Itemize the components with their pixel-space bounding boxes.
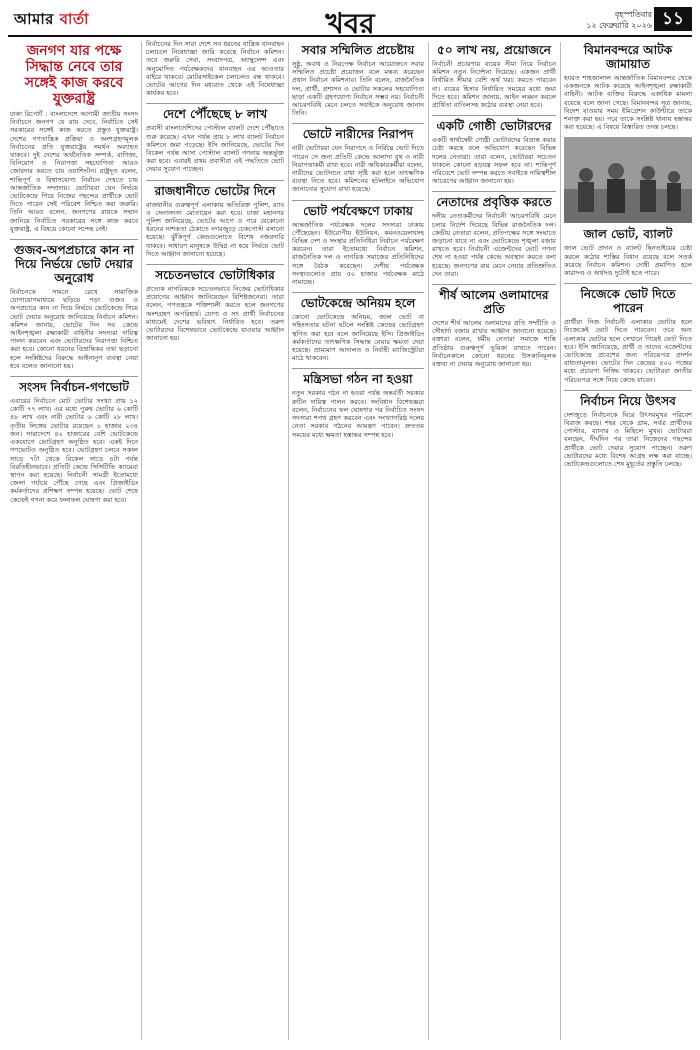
story-headline: সংসদ নির্বাচন-গণভোট <box>19 380 129 395</box>
story-body: জাল ভোট প্রদান ও ব্যালট ছিনতাইয়ের চেষ্টা করলে কঠোর শাস্তির বিধান রয়েছে বলে সতর্ক করেছে নির্বাচন কমিশন। দোষী প্রমাণিত হলে কারাদণ্ড ও অর্থদণ্ড দুটোই হতে পারে। <box>564 244 692 278</box>
story-headline: দেশে পৌঁছেছে ৮ লাখ <box>162 107 268 122</box>
story-airport-arrest <box>564 43 692 131</box>
story-capital-vote-day <box>146 184 284 258</box>
story-observers <box>292 204 424 287</box>
divider <box>10 239 138 240</box>
story-headline: মন্ত্রিসভা গঠন না হওয়া <box>303 372 413 387</box>
story-headline: ভোটকেন্দ্রে অনিয়ম হলে <box>300 296 416 311</box>
divider <box>292 292 424 293</box>
story-irregularities <box>292 296 424 362</box>
story-body: দেশজুড়ে নির্বাচনকে ঘিরে উৎসবমুখর পরিবেশ বিরাজ করছে। শহর থেকে গ্রাম, সর্বত্র প্রার্থীদের পোস্টার, ব্যানার ও মিছিলে মুখর। ভোটাররা বলছেন, দীর্ঘদিন পর তারা নিজেদের পছন্দের প্রার্থীকে ভোট দেয়ার সুযোগ পাচ্ছেন। তরুণ ভোটারদের মধ্যে বিশেষ আগ্রহ লক্ষ করা যাচ্ছে। ভোটকেন্দ্রগুলোতে শেষ মুহূর্তের প্রস্তুতি চলছে। <box>564 410 692 469</box>
story-headline: ভোট পর্যবেক্ষণে ঢাকায় <box>303 203 413 218</box>
story-body: কোনো ভোটকেন্দ্রে অনিয়ম, জাল ভোট বা সহিংসতার ঘটনা ঘটলে সংশ্লিষ্ট কেন্দ্রের ভোটগ্রহণ স্থগিত করা হবে বলে জানিয়েছে ইসি। প্রিজাইডিং কর্মকর্তাদের তাৎক্ষণিক সিদ্ধান্ত নেয়ার ক্ষমতা দেয়া হয়েছে। ভ্রাম্যমাণ আদালত ও নির্বাহী ম্যাজিস্ট্রেটরা মাঠে থাকবেন। <box>292 313 424 363</box>
story-body: নির্বাচনী প্রচারণায় ব্যয়ের সীমা নিয়ে নির্বাচন কমিশন নতুন নির্দেশনা দিয়েছে। একজন প্রার্থী নির্ধারিত সীমার বেশি অর্থ খরচ করতে পারবেন না। ব্যয়ের হিসাব নির্ধারিত সময়ের মধ্যে জমা দিতে হবে। কমিশন জানায়, আইন লঙ্ঘন করলে প্রার্থিতা বাতিলসহ কঠোর ব্যবস্থা নেয়া হবে। <box>432 60 556 110</box>
story-headline: গুজব-অপপ্রচারে কান না দিয়ে নির্ভয়ে ভোট দেয়ার অনুরোধ <box>14 243 134 286</box>
column-4 <box>432 40 556 1042</box>
story-headline: রাজধানীতে ভোটের দিনে <box>154 183 276 198</box>
divider <box>146 180 284 181</box>
story-headline: সবার সম্মিলিত প্রচেষ্টায় <box>301 43 415 57</box>
column-1 <box>10 40 138 1042</box>
story-women-voters <box>292 127 424 193</box>
story-body: দেশের শীর্ষ আলেম ওলামাদের প্রতি সম্প্রীতি ও সৌহার্দ্য বজায় রাখার আহ্বান জানানো হয়েছে। বক্তারা বলেন, ধর্মীয় নেতারা সমাজে শান্তি প্রতিষ্ঠায় গুরুত্বপূর্ণ ভূমিকা রাখতে পারেন। নির্বাচনকালে কোনো ধরনের উসকানিমূলক বক্তব্য না দেয়ার অনুরোধ জানানো হয়। <box>432 319 556 369</box>
photo-crowd-graphic <box>564 137 692 223</box>
divider <box>146 103 284 104</box>
story-body: ঢাকা রিপোর্ট : বাংলাদেশে আগামী জাতীয় সংসদ নির্বাচনে জনগণ যে রায় দেবে, নির্বাচিত সেই সরকারের সঙ্গেই কাজ করতে প্রস্তুত যুক্তরাষ্ট্র। দেশের গণতান্ত্রিক প্রক্রিয়া ও অংশগ্রহণমূলক নির্বাচনের প্রতি যুক্তরাষ্ট্রের সমর্থন অব্যাহত থাকবে। দুই দেশের অর্থনৈতিক সম্পর্ক, বাণিজ্য, বিনিয়োগ ও নিরাপত্তা সহযোগিতা আরও জোরদার করতে চায় ওয়াশিংটন। রাষ্ট্রদূত বলেন, শান্তিপূর্ণ ও বিশ্বাসযোগ্য নির্বাচন দেখতে চায় আন্তর্জাতিক সম্প্রদায়। ভোটাররা যেন নির্ভয়ে ভোটকেন্দ্রে গিয়ে নিজের পছন্দের প্রার্থীকে ভোট দিতে পারেন সেই পরিবেশ নিশ্চিত করা জরুরি। তিনি আরও বলেন, জনগণের রায়কে সম্মান জানিয়ে নির্বাচিত সরকারের সঙ্গে কাজ করবে যুক্তরাষ্ট্র, এ বিষয়ে কোনো সন্দেহ নেই। <box>10 110 138 233</box>
story-spending-limit <box>432 43 556 109</box>
divider <box>292 200 424 201</box>
story-leaders <box>432 195 556 278</box>
story-body: আন্তর্জাতিক পর্যবেক্ষক দলের সদস্যরা ঢাকায় পৌঁছেছেন। ইউরোপীয় ইউনিয়ন, কমনওয়েলথসহ বিভিন্ন দেশ ও সংস্থার প্রতিনিধিরা নির্বাচন পর্যবেক্ষণ করবেন। তারা ইতোমধ্যে নির্বাচন কমিশন, রাজনৈতিক দল ও নাগরিক সমাজের প্রতিনিধিদের সঙ্গে বৈঠক করেছেন। দেশীয় পর্যবেক্ষক সংস্থাগুলোও প্রায় ৫০ হাজার পর্যবেক্ষক মাঠে নামাচ্ছে। <box>292 220 424 287</box>
story-body: প্রত্যেক নাগরিককে সচেতনভাবে নিজের ভোটাধিকার প্রয়োগের আহ্বান জানিয়েছেন বিশিষ্টজনেরা। তারা বলেন, গণতন্ত্রকে শক্তিশালী করতে হলে জনগণের অংশগ্রহণ অপরিহার্য। যোগ্য ও সৎ প্রার্থী নির্বাচনের মাধ্যমেই দেশের ভবিষ্যৎ নির্ধারিত হবে। তরুণ ভোটারদের বিশেষভাবে ভোটকেন্দ্রে যাওয়ার আহ্বান জানানো হয়। <box>146 285 284 343</box>
divider <box>10 376 138 377</box>
divider <box>146 264 284 265</box>
logo-part-one: আমার <box>14 10 54 28</box>
column-2 <box>146 40 284 1042</box>
story-conscious-voting <box>146 268 284 342</box>
story-clerics <box>432 288 556 368</box>
story-body: হযরত শাহজালাল আন্তর্জাতিক বিমানবন্দর থেকে একজনকে আটক করেছে আইনশৃঙ্খলা রক্ষাকারী বাহিনী। আটক ব্যক্তির বিরুদ্ধে একাধিক মামলা রয়েছে বলে জানা গেছে। বিমানবন্দর সূত্র জানায়, বিদেশ যাওয়ার সময় ইমিগ্রেশন কাউন্টারে তাকে শনাক্ত করা হয়। পরে তাকে সংশ্লিষ্ট থানায় হস্তান্তর করা হয়েছে। এ বিষয়ে বিস্তারিত তদন্ত চলছে। <box>564 74 692 132</box>
story-body: প্রবাসী বাংলাদেশিদের পোস্টাল ব্যালট দেশে পৌঁছাতে শুরু করেছে। এখন পর্যন্ত প্রায় ৮ লাখ ব্যালট নির্বাচন কমিশনে জমা পড়েছে। ইসি জানিয়েছে, ভোটের দিন বিকেল পর্যন্ত আসা পোস্টাল ব্যালট গণনায় অন্তর্ভুক্ত করা হবে। এবারই প্রথম প্রবাসীরা এই পদ্ধতিতে ভোট দেয়ার সুযোগ পাচ্ছেন। <box>146 124 284 174</box>
page-number: ১১ <box>654 7 692 31</box>
story-voter-group <box>432 119 556 185</box>
story-headline: জনগণ যার পক্ষে সিদ্ধান্ত নেবে তার সঙ্গেই কাজ করবে যুক্তরাষ্ট্র <box>24 43 124 107</box>
divider <box>292 123 424 124</box>
story-collective-effort <box>292 43 424 117</box>
logo-part-two: বার্তা <box>59 10 89 28</box>
story-body: নির্বাচনকে সামনে রেখে সামাজিক যোগাযোগমাধ্যমে ছড়িয়ে পড়া গুজব ও অপপ্রচারে কান না দিয়ে নির্ভয়ে ভোটকেন্দ্রে গিয়ে ভোট দেয়ার অনুরোধ জানিয়েছে নির্বাচন কমিশন। কমিশন জানায়, ভোটের দিন সব কেন্দ্রে আইনশৃঙ্খলা রক্ষাকারী বাহিনীর সদস্যরা দায়িত্ব পালন করবেন এবং ভোটারদের নিরাপত্তা নিশ্চিত করা হবে। কোনো ধরনের বিভ্রান্তিকর তথ্য ছড়ানো হলে সংশ্লিষ্টদের বিরুদ্ধে আইনানুগ ব্যবস্থা নেয়া হবে বলেও জানানো হয়। <box>10 288 138 370</box>
column-divider <box>560 42 561 1040</box>
date-label: ১২ ফেব্রুয়ারি ২০২৬ <box>586 21 652 30</box>
divider <box>564 283 692 284</box>
column-5 <box>564 40 692 1042</box>
story-headline: নেতাদের প্রবৃত্তিক করতে <box>436 195 552 210</box>
section-title: খবর <box>325 7 375 40</box>
column-3 <box>292 40 424 1042</box>
story-body: প্রার্থীরা নিজ নির্বাচনী এলাকার ভোটার হলে নিজেকেই ভোট দিতে পারবেন। তবে অন্য এলাকার ভোটার হলে সেখানে গিয়েই ভোট দিতে হবে। ইসি জানিয়েছে, প্রার্থী ও তাদের এজেন্টদের ভোটকেন্দ্রে প্রবেশের জন্য পরিচয়পত্র প্রদর্শন বাধ্যতামূলক। ভোটের দিন কেন্দ্রের ৪০০ গজের মধ্যে প্রচারণা নিষিদ্ধ থাকবে। ভোটাররা জাতীয় পরিচয়পত্র সঙ্গে নিয়ে কেন্দ্রে যাবেন। <box>564 318 692 384</box>
story-headline: নিজেকে ভোট দিতে পারেন <box>580 287 676 316</box>
story-self-vote <box>564 287 692 384</box>
date-block <box>586 9 652 31</box>
story-fake-votes <box>564 227 692 277</box>
story-election-referendum <box>10 380 138 504</box>
story-headline: শীর্ষ আলেম ওলামাদের প্রতি <box>439 288 549 317</box>
story-festival <box>564 394 692 468</box>
story-headline: ভোটে নারীদের নিরাপদ <box>302 127 414 142</box>
masthead-rule <box>8 35 692 37</box>
story-body: নতুন সরকার গঠন না হওয়া পর্যন্ত অন্তর্বর্তী সরকার রুটিন দায়িত্ব পালন করবে। সংবিধান বিশেষজ্ঞরা বলেন, নির্বাচনের ফল ঘোষণার পর নির্বাচিত সংসদ সদস্যরা শপথ গ্রহণ করবেন এবং সংখ্যাগরিষ্ঠ দলের নেতা সরকার গঠনের আমন্ত্রণ পাবেন। দ্রুততম সময়ের মধ্যে ক্ষমতা হস্তান্তর সম্পন্ন হবে। <box>292 389 424 439</box>
divider <box>292 368 424 369</box>
story-headline: সচেতনভাবে ভোটাধিকার <box>155 268 275 283</box>
news-photo <box>564 137 692 223</box>
story-body: নির্বাচনের দিন সারা দেশে সব ধরনের যান্ত্রিক যানবাহন চলাচলে নিষেধাজ্ঞা জারি করেছে নির্বাচন কমিশন। তবে জরুরি সেবা, সংবাদপত্র, অ্যাম্বুলেন্স এবং অনুমোদিত পর্যবেক্ষকদের যানবাহন এর আওতার বাইরে থাকবে। মোটরসাইকেল চলাচলও বন্ধ থাকবে। ভোটের আগের দিন মধ্যরাত থেকে এই নিষেধাজ্ঞা কার্যকর হবে। <box>146 40 284 98</box>
divider <box>432 284 556 285</box>
story-body: সুষ্ঠু, অবাধ ও নিরপেক্ষ নির্বাচন আয়োজনে সবার সম্মিলিত প্রচেষ্টা প্রয়োজন বলে মন্তব্য করেছেন প্রধান নির্বাচন কমিশনার। তিনি বলেন, রাজনৈতিক দল, প্রার্থী, প্রশাসন ও ভোটার সকলের সহযোগিতা ছাড়া একটি গ্রহণযোগ্য নির্বাচন সম্ভব নয়। নির্বাচনী আচরণবিধি মেনে চলতে সবাইকে অনুরোধ জানান তিনি। <box>292 60 424 118</box>
story-body: দলীয় নেতাকর্মীদের নির্বাচনী আচরণবিধি মেনে চলার নির্দেশ দিয়েছে বিভিন্ন রাজনৈতিক দল। কেন্দ্রীয় নেতারা বলেন, প্রতিপক্ষের সঙ্গে সংঘাতে জড়ানো যাবে না এবং ভোটকেন্দ্রে শৃঙ্খলা বজায় রাখতে হবে। নির্বাচনী এজেন্টদের ভোট গণনা শেষ না হওয়া পর্যন্ত কেন্দ্রে অবস্থান করতে বলা হয়েছে। জনগণের রায় মেনে নেয়ার প্রতিশ্রুতিও দেন তারা। <box>432 212 556 278</box>
divider <box>564 390 692 391</box>
column-divider <box>288 42 289 1040</box>
story-headline: একটি গোষ্ঠী ভোটারদের <box>436 119 552 134</box>
story-postal-ballots <box>146 107 284 173</box>
story-headline: জাল ভোট, ব্যালট <box>583 227 673 242</box>
story-body: রাজধানীর গুরুত্বপূর্ণ এলাকায় অতিরিক্ত পুলিশ, র‍্যাব ও সেনাসদস্য মোতায়েন করা হবে। ঢাকা মহানগর পুলিশ জানিয়েছে, ভোটের আগে ও পরে যেকোনো ধরনের নাশকতা ঠেকাতে নগরজুড়ে চেকপোস্ট বসানো হয়েছে। ঝুঁকিপূর্ণ কেন্দ্রগুলোতে বিশেষ নজরদারি থাকবে। সাধারণ মানুষকে উদ্বিগ্ন না হয়ে নির্ভয়ে ভোট দিতে আহ্বান জানানো হয়েছে। <box>146 200 284 258</box>
story-us-cooperation <box>10 43 138 233</box>
story-body: একটি স্বার্থান্বেষী গোষ্ঠী ভোটারদের বিভ্রান্ত করার চেষ্টা করছে বলে অভিযোগ করেছেন বিভিন্ন দলের নেতারা। তারা বলেন, ভোটাররা সচেতন থাকলে কোনো ষড়যন্ত্র সফল হবে না। শান্তিপূর্ণ পরিবেশে ভোট সম্পন্ন করতে সবাইকে দায়িত্বশীল আচরণের আহ্বান জানানো হয়। <box>432 136 556 186</box>
divider <box>432 115 556 116</box>
story-transport-ban <box>146 40 284 97</box>
day-label: বৃহস্পতিবার <box>614 10 652 19</box>
story-cabinet <box>292 372 424 438</box>
column-divider <box>428 42 429 1040</box>
story-rumour-appeal <box>10 243 138 370</box>
story-body: এবারের নির্বাচনে মোট ভোটার সংখ্যা প্রায় ১২ কোটি ৭৭ লাখ। এর মধ্যে পুরুষ ভোটার ৬ কোটি ৪৮ লাখ এবং নারী ভোটার ৬ কোটি ২৮ লাখ। তৃতীয় লিঙ্গের ভোটার রয়েছেন ১ হাজার ২৩৪ জন। সারাদেশে ৪২ হাজারের বেশি ভোটকেন্দ্রে একযোগে ভোটগ্রহণ অনুষ্ঠিত হবে। একই দিনে গণভোটও অনুষ্ঠিত হবে। ভোটগ্রহণ চলবে সকাল সাড়ে ৭টা থেকে বিকেল সাড়ে ৪টা পর্যন্ত বিরতিহীনভাবে। প্রতিটি কেন্দ্রে সিসিটিভি ক্যামেরা স্থাপন করা হয়েছে। নির্বাচনী সামগ্রী ইতোমধ্যে জেলা পর্যায়ে পৌঁছে গেছে এবং প্রিজাইডিং কর্মকর্তাদের প্রশিক্ষণ সম্পন্ন হয়েছে। ভোট শেষে কেন্দ্রেই গণনা করে ফলাফল ঘোষণা করা হবে। <box>10 397 138 504</box>
story-headline: বিমানবন্দরে আটক জামায়াত <box>583 43 673 71</box>
story-headline: নির্বাচন নিয়ে উৎসব <box>580 393 676 408</box>
story-body: নারী ভোটাররা যেন নিরাপদে ও নির্বিঘ্নে ভোট দিতে পারেন সে জন্য প্রতিটি কেন্দ্রে আলাদা বুথ ও নারী নিরাপত্তাকর্মী রাখা হবে। নারী অধিকারকর্মীরা বলেন, নারীদের ভোটদানে বাধা সৃষ্টি করা হলে তাৎক্ষণিক ব্যবস্থা নিতে হবে। কমিশনের হটলাইনে অভিযোগ জানানোর সুযোগ রাখা হয়েছে। <box>292 144 424 194</box>
divider <box>432 191 556 192</box>
column-divider <box>141 42 142 1040</box>
story-headline: ৫০ লাখ নয়, প্রয়োজনে <box>437 43 551 57</box>
